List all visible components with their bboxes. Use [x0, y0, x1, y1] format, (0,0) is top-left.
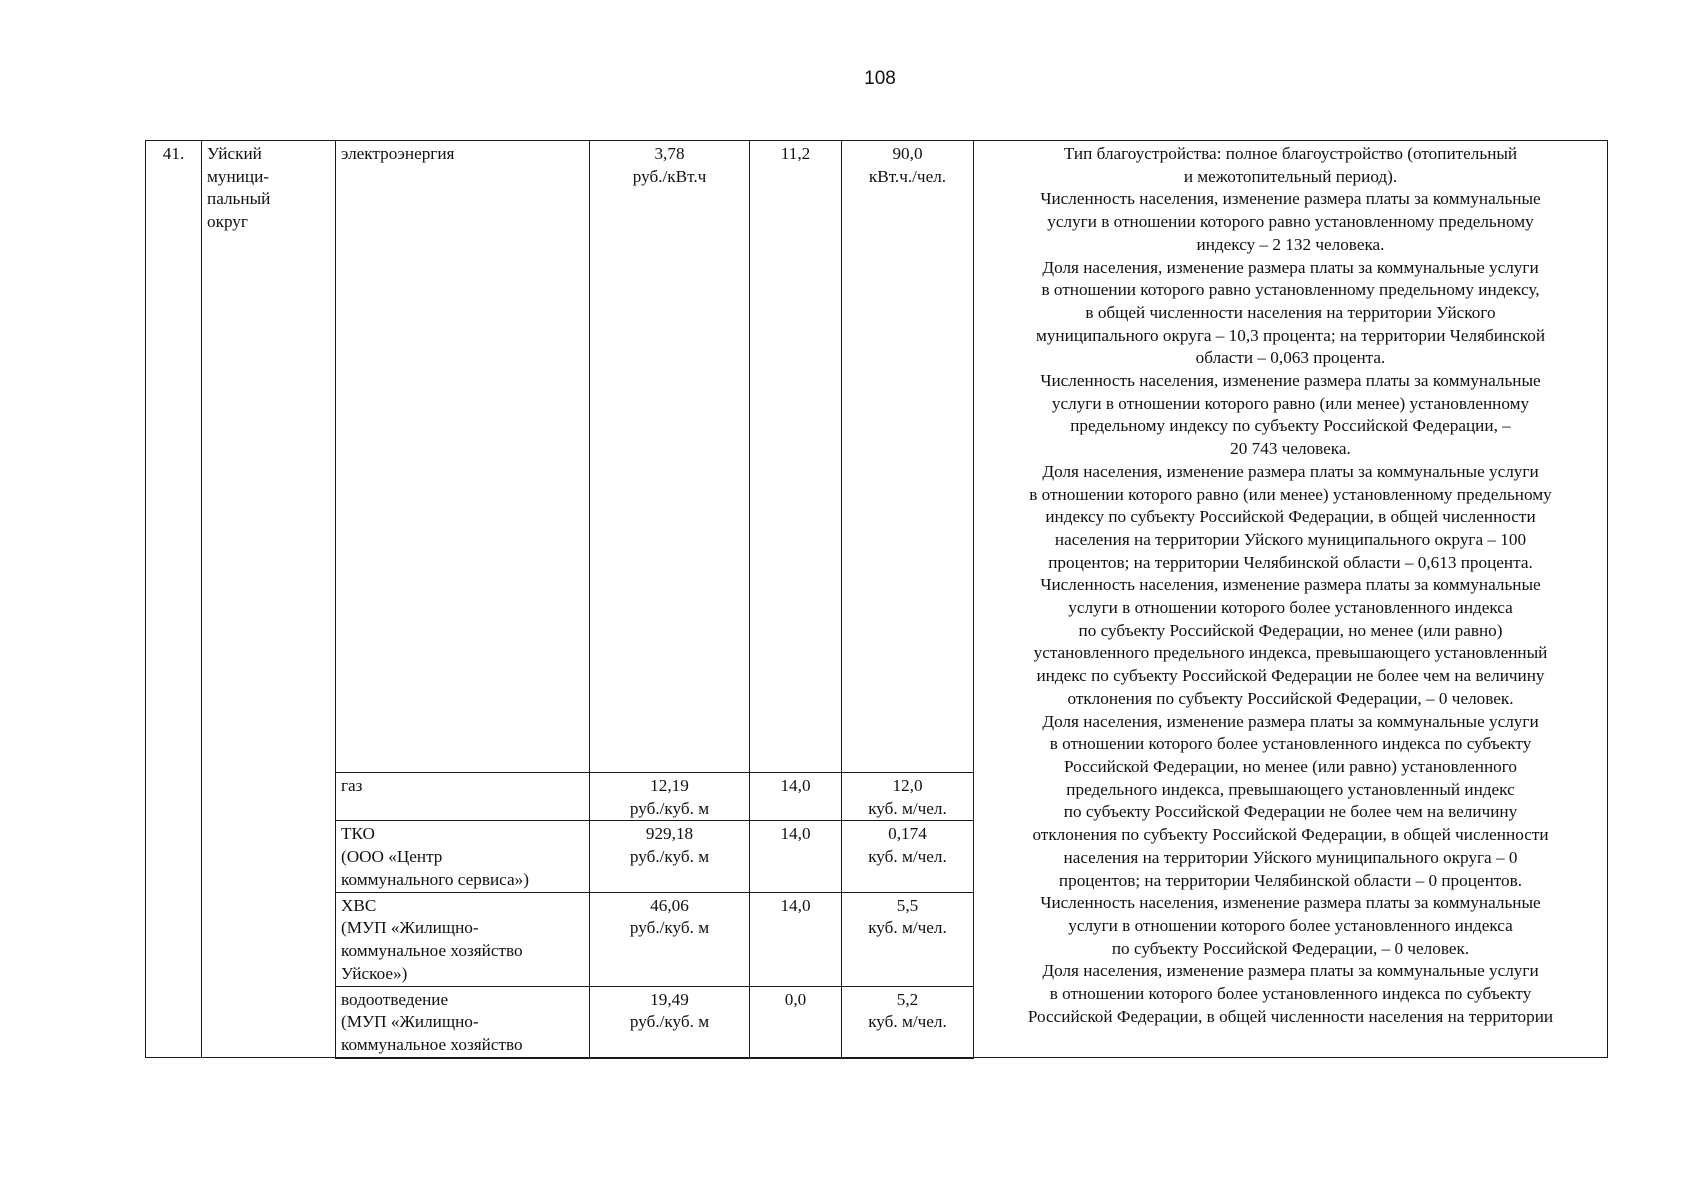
service-name-line: ХВС — [341, 895, 377, 915]
municipality-line: Уйский — [207, 144, 262, 163]
description-line: индекс по субъекту Российской Федерации не более чем на величину — [1036, 666, 1545, 686]
service-name — [336, 821, 590, 892]
service-name-line: коммунального сервиса») — [341, 869, 529, 889]
service-name-line: электроэнергия — [341, 144, 455, 163]
index-value: 14,0 — [750, 892, 842, 986]
description-line: по субъекту Российской Федерации, – 0 человек. — [1111, 938, 1470, 958]
tariff-unit: руб./кВт.ч — [632, 166, 707, 186]
description-line: услуги в отношении которого равно (или менее) установленному — [1051, 393, 1530, 413]
description-line: населения на территории Уйского муниципального округа – 0 — [1063, 847, 1518, 867]
description-line: Российской Федерации, в общей численности населения на территории — [1027, 1006, 1554, 1026]
description-line: Доля населения, изменение размера платы за коммунальные услуги — [1042, 257, 1539, 277]
description-line: в общей численности населения на территории Уйского — [1085, 302, 1496, 322]
description-line: по субъекту Российской Федерации, но менее (или равно) — [1078, 620, 1503, 640]
service-name — [336, 773, 590, 821]
description-cell — [974, 141, 1608, 1058]
norm-unit: куб. м/чел. — [868, 1012, 947, 1032]
description-line: процентов; на территории Челябинской области – 0,613 процента. — [1048, 552, 1533, 572]
description-line: и межотопительный период). — [1183, 166, 1398, 186]
service-name — [336, 141, 590, 773]
tariff-unit: руб./куб. м — [629, 798, 710, 818]
municipality-line: округ — [207, 212, 248, 232]
description-line: 20 743 человека. — [1230, 439, 1351, 459]
norm-unit: кВт.ч./чел. — [868, 166, 947, 186]
description-line: услуги в отношении которого более установленного индекса — [1068, 598, 1513, 618]
tariff — [590, 821, 750, 892]
description-line: установленного предельного индекса, превышающего установленный — [1033, 643, 1548, 663]
tariff-value: 19,49 — [650, 989, 689, 1009]
municipality-line: пальный — [207, 189, 271, 209]
service-name — [336, 892, 590, 986]
description-line: Доля населения, изменение размера платы за коммунальные услуги — [1042, 711, 1539, 731]
index-value: 14,0 — [750, 773, 842, 821]
tariff-value: 46,06 — [650, 895, 689, 915]
description-line: в отношении которого более установленного индекса по субъекту — [1049, 734, 1532, 754]
description-line: Численность населения, изменение размера платы за коммунальные — [1040, 575, 1541, 595]
tariff — [590, 773, 750, 821]
description-line: отклонения по субъекту Российской Федерации, в общей численности — [1032, 825, 1549, 845]
description-line: Численность населения, изменение размера платы за коммунальные — [1040, 189, 1541, 209]
description-line: в отношении которого равно установленному предельному индексу, — [1041, 280, 1540, 300]
service-name-line: (МУП «Жилищно- — [341, 1012, 479, 1032]
service-name-line: газ — [341, 776, 363, 795]
tariff-value: 3,78 — [654, 144, 685, 163]
description-line: индексу по субъекту Российской Федерации, в общей численности — [1045, 507, 1536, 527]
service-name-line: ТКО — [341, 824, 375, 844]
description-line: Доля населения, изменение размера платы за коммунальные услуги — [1042, 461, 1539, 481]
norm — [842, 141, 974, 773]
tariff-unit: руб./куб. м — [629, 1012, 710, 1032]
service-name-line: (ООО «Центр — [341, 847, 443, 867]
tariff-unit: руб./куб. м — [629, 918, 710, 938]
description-line: населения на территории Уйского муниципального округа – 100 — [1054, 529, 1527, 549]
description-line: предельному индексу по субъекту Российской Федерации, – — [1070, 416, 1511, 436]
norm-value: 90,0 — [892, 144, 923, 163]
norm — [842, 892, 974, 986]
norm-value: 0,174 — [888, 824, 927, 844]
tariff-table — [145, 140, 1608, 1059]
norm-value: 5,5 — [896, 895, 919, 915]
norm-unit: куб. м/чел. — [868, 918, 947, 938]
norm — [842, 986, 974, 1058]
description-line: предельного индекса, превышающего установленный индекс — [1066, 779, 1515, 799]
description-line: Численность населения, изменение размера платы за коммунальные — [1040, 893, 1541, 913]
tariff-unit: руб./куб. м — [629, 847, 710, 867]
description-line: Доля населения, изменение размера платы за коммунальные услуги — [1042, 961, 1539, 981]
tariff — [590, 141, 750, 773]
municipality-name — [202, 141, 336, 1058]
description-line: Российской Федерации, но менее (или равно) установленного — [1064, 756, 1517, 776]
description-line: в отношении которого равно (или менее) установленному предельному — [1029, 484, 1552, 504]
description-line: Численность населения, изменение размера платы за коммунальные — [1040, 371, 1541, 391]
norm-unit: куб. м/чел. — [868, 798, 947, 818]
description-line: процентов; на территории Челябинской области – 0 процентов. — [1058, 870, 1523, 890]
norm-unit: куб. м/чел. — [868, 847, 947, 867]
description-line: услуги в отношении которого равно установленному предельному — [1047, 212, 1534, 232]
index-value: 14,0 — [750, 821, 842, 892]
service-name-line: (МУП «Жилищно- — [341, 918, 479, 938]
description-line: Тип благоустройства: полное благоустройство (отопительный — [1063, 144, 1518, 163]
service-name-line: коммунальное хозяйство — [341, 940, 523, 960]
description-line: услуги в отношении которого более установленного индекса — [1068, 915, 1513, 935]
tariff — [590, 986, 750, 1058]
service-name — [336, 986, 590, 1058]
description-line: по субъекту Российской Федерации не более чем на величину — [1063, 802, 1518, 822]
description-line: в отношении которого более установленного индекса по субъекту — [1049, 984, 1532, 1004]
page-number: 108 — [864, 68, 896, 89]
description-line: отклонения по субъекту Российской Федерации, – 0 человек. — [1067, 688, 1514, 708]
description-line: индексу – 2 132 человека. — [1196, 234, 1385, 254]
norm — [842, 773, 974, 821]
norm-value: 5,2 — [896, 989, 919, 1009]
index-value: 11,2 — [750, 141, 842, 773]
table-row — [146, 141, 1608, 773]
description-line: области – 0,063 процента. — [1195, 348, 1386, 368]
entry-number: 41. — [146, 141, 202, 1058]
tariff-value: 929,18 — [645, 824, 694, 844]
service-name-line: коммунальное хозяйство — [341, 1034, 523, 1054]
norm-value: 12,0 — [892, 776, 923, 795]
tariff — [590, 892, 750, 986]
index-value: 0,0 — [750, 986, 842, 1058]
service-name-line: Уйское») — [341, 963, 408, 983]
tariff-value: 12,19 — [650, 776, 689, 795]
service-name-line: водоотведение — [341, 989, 449, 1009]
norm — [842, 821, 974, 892]
municipality-line: муници- — [207, 166, 269, 186]
description-line: муниципального округа – 10,3 процента; на территории Челябинской — [1035, 325, 1546, 345]
